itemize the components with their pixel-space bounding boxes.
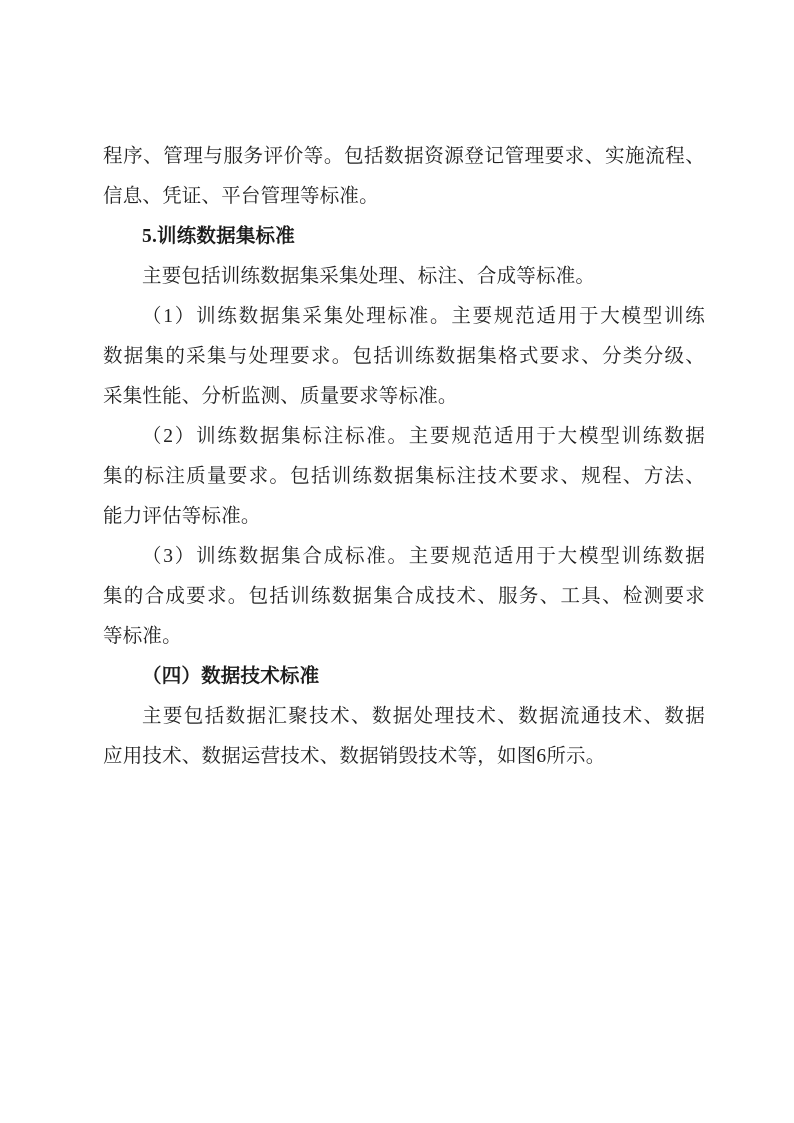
text-line: 主要包括数据汇聚技术、数据处理技术、数据流通技术、数据 bbox=[142, 706, 705, 727]
paragraph-item-1 bbox=[103, 297, 705, 417]
text-line: 信息、凭证、平台管理等标准。 bbox=[103, 186, 379, 207]
section-heading-text: （四）数据技术标准 bbox=[142, 666, 320, 687]
text-line: 程序、管理与服务评价等。包括数据资源登记管理要求、实施流程、 bbox=[103, 146, 705, 167]
paragraph-data-technology bbox=[103, 697, 705, 777]
text-line: （1）训练数据集采集处理标准。主要规范适用于大模型训练 bbox=[142, 306, 705, 327]
paragraph-overview bbox=[103, 257, 705, 297]
text-line: 集的标注质量要求。包括训练数据集标注技术要求、规程、方法、 bbox=[103, 466, 705, 487]
paragraph-item-3 bbox=[103, 537, 705, 657]
text-line: 应用技术、数据运营技术、数据销毁技术等，如图6所示。 bbox=[103, 746, 606, 767]
text-line: 集的合成要求。包括训练数据集合成技术、服务、工具、检测要求 bbox=[103, 586, 705, 607]
text-line: 主要包括训练数据集采集处理、标注、合成等标准。 bbox=[142, 266, 596, 287]
text-column bbox=[103, 137, 705, 777]
section-heading-text: 5.训练数据集标准 bbox=[142, 226, 295, 247]
text-line: （3）训练数据集合成标准。主要规范适用于大模型训练数据 bbox=[142, 546, 705, 567]
section-heading-data-technology bbox=[103, 657, 705, 697]
paragraph-item-2 bbox=[103, 417, 705, 537]
section-heading-training-dataset bbox=[103, 217, 705, 257]
text-line: 数据集的采集与处理要求。包括训练数据集格式要求、分类分级、 bbox=[103, 346, 705, 367]
text-line: 等标准。 bbox=[103, 626, 182, 647]
text-line: （2）训练数据集标注标准。主要规范适用于大模型训练数据 bbox=[142, 426, 705, 447]
text-line: 采集性能、分析监测、质量要求等标准。 bbox=[103, 386, 458, 407]
paragraph-continuation bbox=[103, 137, 705, 217]
text-line: 能力评估等标准。 bbox=[103, 506, 261, 527]
